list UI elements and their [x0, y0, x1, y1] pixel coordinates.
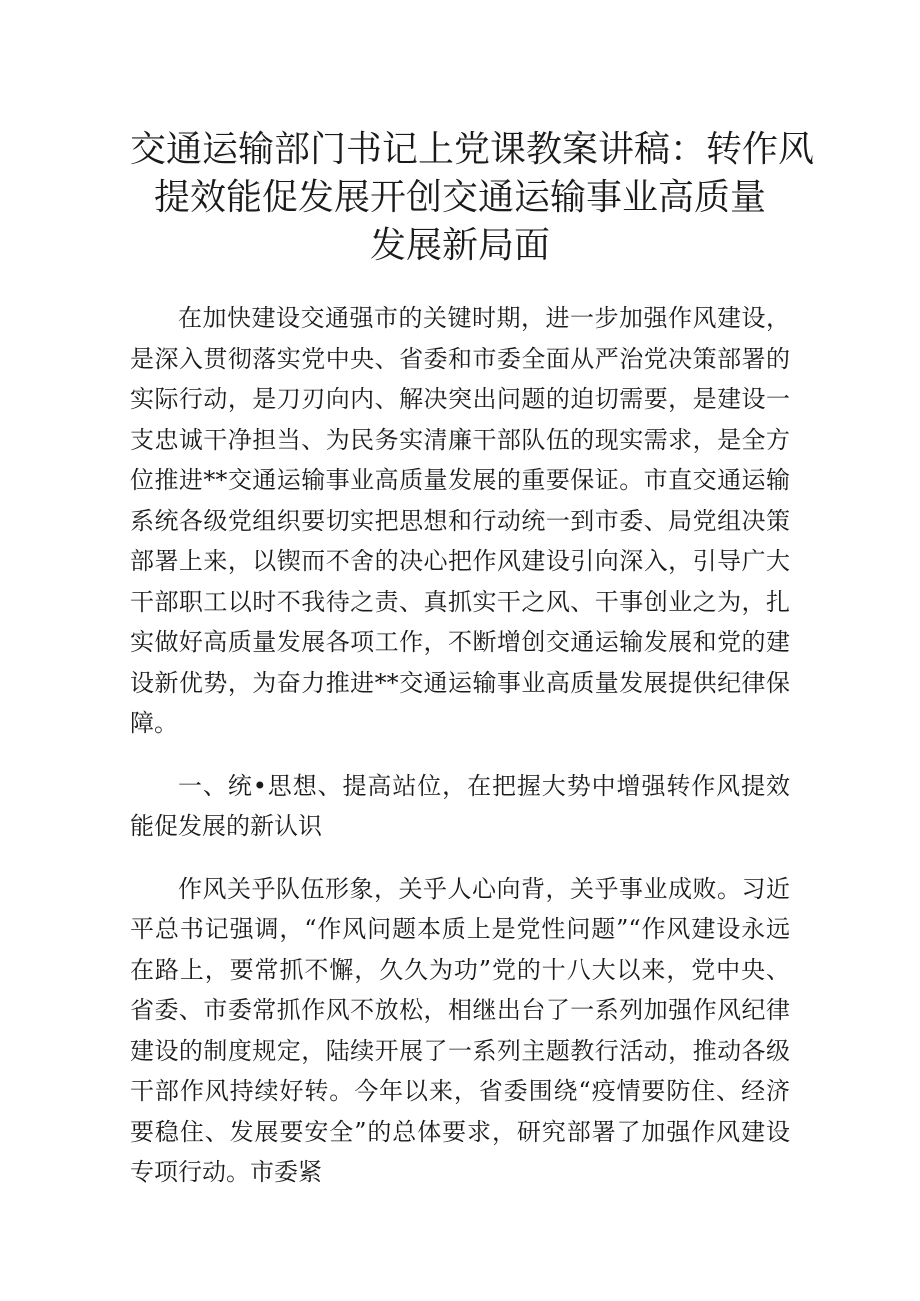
document-body [130, 298, 790, 1193]
title-line-3: 发展新局面 [369, 225, 550, 266]
paragraph-intro: 在加快建设交通强市的关键时期，进一步加强作风建设，是深入贯彻落实党中央、省委和市委全面从严治党决策部署的实际行动，是刀刃向内、解决突出问题的迫切需要，是建设一支忠诚干净担当、为民务实清廉干部队伍的现实需求，是全方位推进**交通运输事业高质量发展的重要保证。市直交通运输系统各级党组织要切实把思想和行动统一到市委、局党组决策部署上来，以锲而不舍的决心把作风建设引向深入，引导广大干部职工以时不我待之责、真抓实干之风、干事创业之为，扎实做好高质量发展各项工作，不断增创交通运输发展和党的建设新优势，为奋力推进**交通运输事业高质量发展提供纪律保障。 [130, 304, 790, 737]
title-line-1: 交通运输部门书记上党课教案讲稿：转作风 [130, 129, 815, 170]
section-heading-1: 一、统•思想、提高站位，在把握大势中增强转作风提效能促发展的新认识 [130, 771, 790, 840]
document-title [130, 126, 815, 270]
paragraph-section-1: 作风关乎队伍形象，关乎人心向背，关乎事业成败。习近平总书记强调，“作风问题本质上是党性问题”“作风建设永远在路上，要常抓不懈，久久为功”党的十八大以来，党中央、省委、市委常抓作风不放松，相继出台了一系列加强作风纪律建设的制度规定，陆续开展了一系列主题教行活动，推动各级干部作风持续好转。今年以来，省委围绕“疫情要防住、经济要稳住、发展要安全”的总体要求，研究部署了加强作风建设专项行动。市委紧 [130, 874, 790, 1186]
title-line-2: 提效能促发展开创交通运输事业高质量 [153, 177, 766, 218]
